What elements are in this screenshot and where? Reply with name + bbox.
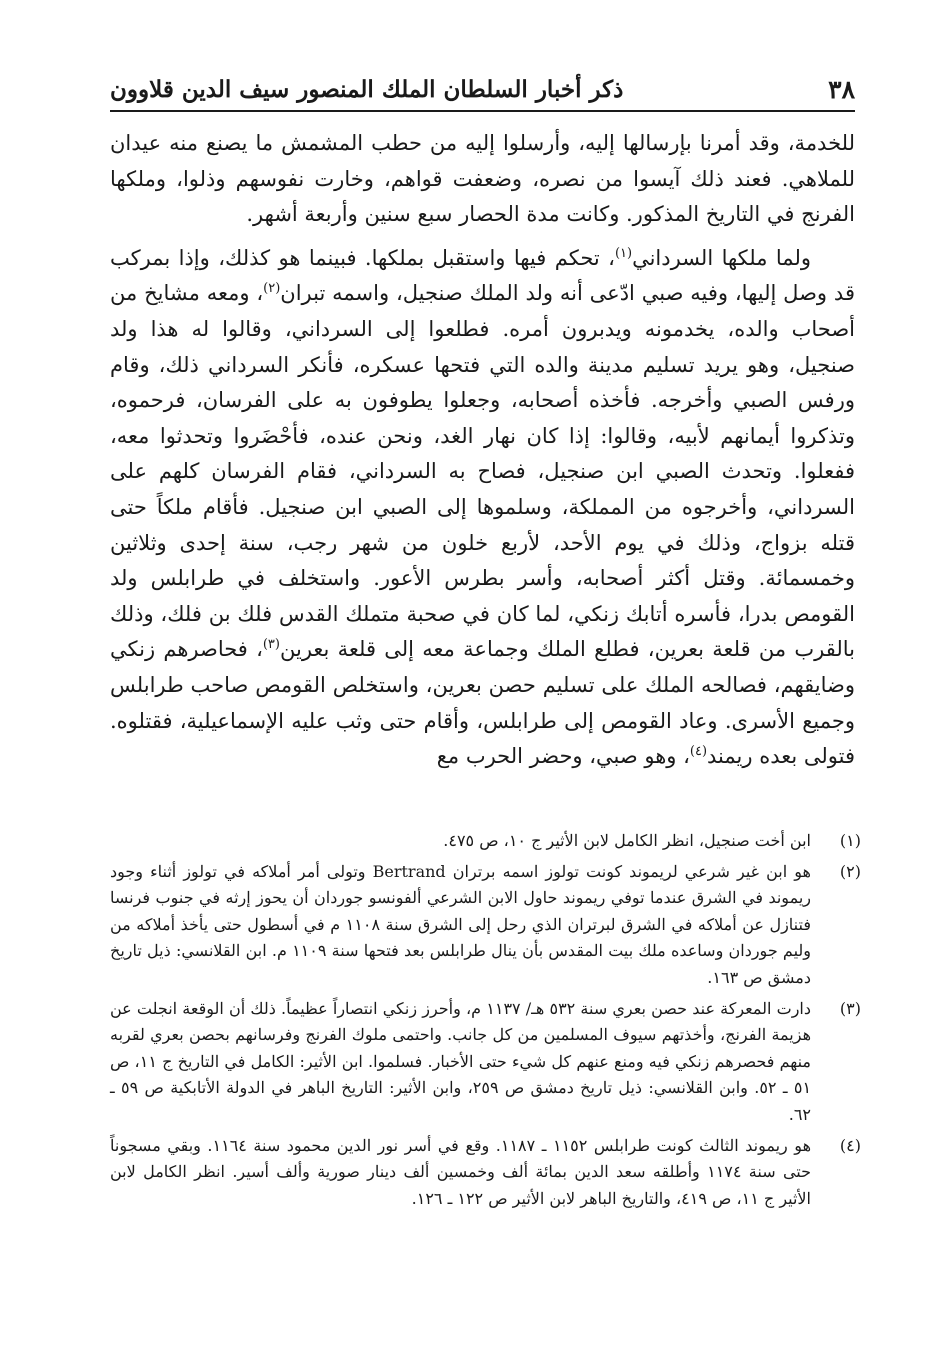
- footnote-2: [110, 859, 861, 992]
- footnote-number: (٢): [839, 861, 861, 881]
- footnote-text: هو ابن غير شرعي لريموند كونت تولوز اسمه برتران Bertrand وتولى أمر أملاكه في تولوز أثناء وجود ريموند في الشرق عندما توفي ريموند حاول الابن الشرعي ألفونسو جوردان أن يحوز إرثه في جنوب فرنسا فتنازل عن أملاكه في الشرق لبرتران الذي رحل إلى الشرق سنة ١١٠٨ م في أسطول حتى يأخذ أملاكه من وليم جوردان وساعده ملك بيت المقدس بأن ينال طرابلس بعد فتحها سنة ١١٠٩ م. ابن القلانسي: ذيل تاريخ دمشق ص ١٦٣.: [110, 861, 811, 987]
- paragraph-1: للخدمة، وقد أمرنا بإرسالها إليه، وأرسلوا إليه من حطب المشمش ما يصنع منه عيدان للملاهي. فعند ذلك آيسوا من نصره، وضعفت قواهم، وخارت نفوسهم وذلوا، وملكها الفرنج في التاريخ المذكور. وكانت مدة الحصار سبع سنين وأربعة أشهر.: [110, 131, 855, 227]
- footnotes: [110, 828, 861, 1216]
- paragraph-2-part-b: ، تحكم فيها واستقبل بملكها. فبينما هو كذلك، وإذا بمركب قد وصل إليها، وفيه صبي ادّعى أنه ولد الملك صنجيل، واسمه تبران: [110, 245, 855, 306]
- page-header: [110, 72, 855, 112]
- footnote-ref-2: (٢): [263, 281, 281, 297]
- footnote-ref-1: (١): [614, 245, 633, 261]
- paragraph-2-part-c: ، ومعه مشايخ من أصحاب والده، يخدمونه ويدبرون أمره. فطلعوا إلى السرداني، وقالوا له هذا ولد صنجيل، وهو يريد تسليم مدينة والده التي فتحها عسكره، فأنكر السرداني ذلك، وقام ورفس الصبي وأخرجه. فأخذه أصحابه، وجعلوا يطوفون به على الفرسان، فرحموه، وتذكروا أيمانهم لأبيه، وقالوا: إذا كان نهار الغد، ونحن عنده، فأحْضَروا وتحدثوا معه، ففعلوا. وتحدث الصبي ابن صنجيل، فصاح به السرداني، فقام الفرسان كلهم على السرداني، وأخرجوه من المملكة، وسلموها إلى الصبي ابن صنجيل. فأقام ملكاً حتى قتله بزواج، وذلك في يوم الأحد، لأربع خلون من شهر رجب، سنة إحدى وثلاثين وخمسمائة. وقتل أكثر أصحابه، وأسر بطرس الأعور. واستخلف في طرابلس ولد القومص بدرا، فأسره أتابك زنكي، لما كان في صحبة متملك القدس فلك بن فلك، وذلك بالقرب من قلعة بعرين، فطلع الملك وجماعة معه إلى قلعة بعرين: [110, 281, 855, 662]
- footnote-ref-4: (٤): [689, 744, 708, 760]
- footnote-number: (١): [839, 831, 861, 850]
- footnote-text: دارت المعركة عند حصن بعري سنة ٥٣٢ هـ/ ١١٣٧ م، وأحرز زنكي انتصاراً عظيماً. ذلك أن الوقعة انجلت عن هزيمة الفرنج، وأخذتهم سيوف المسلمين من كل جانب. واحتمى ملوك الفرنج وفرسانهم بحصن بعري لقربه منهم فحصرهم زنكي فيه ومنع عنهم كل شيء حتى الأخبار. فسلموا. ابن الأثير: الكامل في التاريخ ج ١١، ص ٥١ ـ ٥٢. وابن القلانسي: ذيل تاريخ دمشق ص ٢٥٩، وابن الأثير: التاريخ الباهر في الدولة الأتابكية ص ٥٩ ـ ٦٢.: [110, 998, 812, 1124]
- footnote-1: [110, 828, 861, 855]
- footnote-number: (٤): [839, 1135, 861, 1155]
- footnote-3: [110, 996, 861, 1129]
- footnote-4: [110, 1133, 861, 1213]
- main-text: [110, 126, 855, 775]
- footnote-number: (٣): [839, 998, 861, 1018]
- paragraph-2-part-a: ولما ملكها السرداني: [632, 245, 811, 270]
- paragraph-2-part-d: ، فحاصرهم زنكي وضايقهم، فصالحه الملك على تسليم حصن بعرين، واستخلص القومص صاحب طرابلس وجميع الأسرى. وعاد القومص إلى طرابلس، وأقام حتى وثب عليه الإسماعيلية، فقتلوه. فتولى بعده ريمند: [110, 637, 855, 769]
- footnote-text: ابن أخت صنجيل، انظر الكامل لابن الأثير ج ١٠، ص ٤٧٥.: [443, 831, 811, 850]
- footnote-text: هو ريموند الثالث كونت طرابلس ١١٥٢ ـ ١١٨٧. وقع في أسر نور الدين محمود سنة ١١٦٤. وبقي مسجوناً حتى سنة ١١٧٤ وأطلقه سعد الدين بمائة ألف وخمسين ألف دينار صورية وألف أسير. انظر الكامل لابن الأثير ج ١١، ص ٤١٩، والتاريخ الباهر لابن الأثير ص ١٢٢ ـ ١٢٦.: [110, 1135, 812, 1208]
- paragraph-2-part-e: ، وهو صبي، وحضر الحرب مع: [436, 744, 690, 769]
- running-title: ذكر أخبار السلطان الملك المنصور سيف الدين قلاوون: [110, 75, 624, 103]
- paragraph-2: [110, 241, 855, 775]
- page-number: ٣٨: [828, 74, 855, 104]
- footnote-ref-3: (٣): [262, 637, 280, 653]
